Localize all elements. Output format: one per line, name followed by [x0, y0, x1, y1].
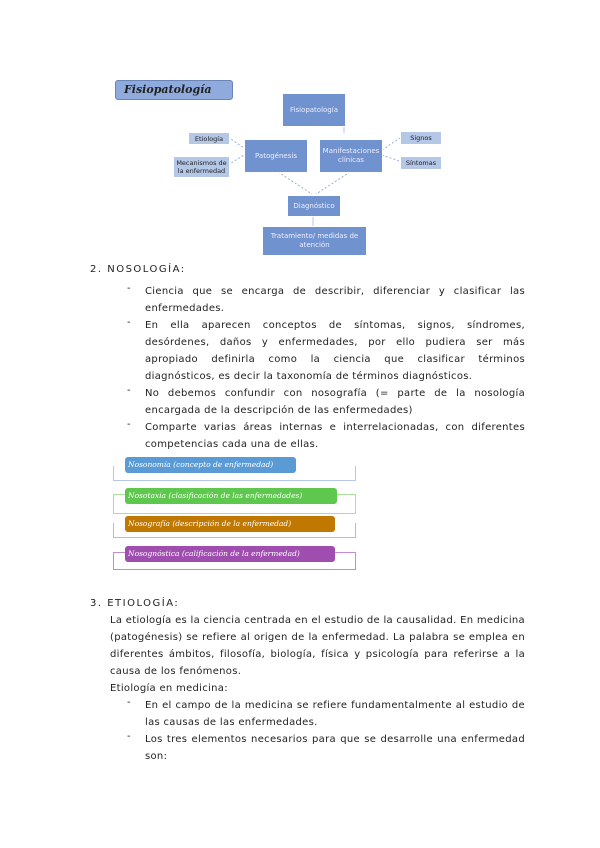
- etiologia-paragraph: La etiología es la ciencia centrada en el estudio de la causalidad. En medicina (patogénesis) se refiere al origen de la enfermedad. La palabra se emplea en diferentes ámbitos, filosofía, biología, física y psicología para referirse a la causa de los fenómenos.: [110, 615, 525, 677]
- area-nosografia: Nosografía (descripción de la enfermedad): [125, 516, 335, 532]
- area-nosonomia: Nosonomía (concepto de enfermedad): [125, 457, 296, 473]
- bullet: -: [127, 419, 131, 430]
- node-mecanismos: Mecanismos de la enfermedad: [173, 156, 230, 178]
- etiologia-bullet-1: En el campo de la medicina se refiere fundamentalmente al estudio de las causas de las enfermedades.: [145, 700, 525, 728]
- node-manifestaciones: Manifestaciones clínicas: [319, 139, 383, 173]
- bullet: -: [127, 385, 131, 396]
- nosologia-bullet-4: Comparte varias áreas internas e interrelacionadas, con diferentes competencias cada una de ellas.: [145, 422, 525, 450]
- bullet: -: [127, 283, 131, 294]
- bullet: -: [127, 317, 131, 328]
- node-patogenesis: Patogénesis: [244, 139, 308, 173]
- node-fisiopatologia: Fisiopatología: [282, 93, 346, 127]
- node-tratamiento: Tratamiento/ medidas de atención: [262, 226, 367, 256]
- node-diagnostico: Diagnóstico: [287, 195, 341, 217]
- nosologia-bullet-3: No debemos confundir con nosografía (= parte de la nosología encargada de la descripción de las enfermedades): [145, 388, 525, 416]
- nosologia-bullet-2: En ella aparecen conceptos de síntomas, signos, síndromes, desórdenes, daños y enfermedades, por ello pudiera ser más apropiado definirla como la ciencia que clasificar términos diagnósticos, es decir la taxonomía de términos diagnósticos.: [145, 320, 525, 382]
- node-sintomas: Síntomas: [400, 156, 442, 170]
- node-signos: Signos: [400, 131, 442, 145]
- etiologia-subheading: Etiología en medicina:: [110, 683, 228, 694]
- diagram-connectors: [0, 0, 600, 260]
- section-heading-etiologia: 3. ETIOLOGÍA:: [90, 598, 180, 609]
- area-nosotaxia: Nosotaxia (clasificación de las enfermedades): [125, 488, 337, 504]
- area-nosognostica: Nosognóstica (calificación de la enfermedad): [125, 546, 335, 562]
- bullet: -: [127, 697, 131, 708]
- nosologia-bullet-1: Ciencia que se encarga de describir, diferenciar y clasificar las enfermedades.: [145, 286, 525, 314]
- section-heading-nosologia: 2. NOSOLOGÍA:: [90, 264, 186, 275]
- etiologia-bullet-2: Los tres elementos necesarios para que se desarrolle una enfermedad son:: [145, 734, 525, 762]
- bullet: -: [127, 731, 131, 742]
- node-etiologia: Etiología: [188, 132, 230, 145]
- diagram-title: Fisiopatología: [115, 80, 233, 100]
